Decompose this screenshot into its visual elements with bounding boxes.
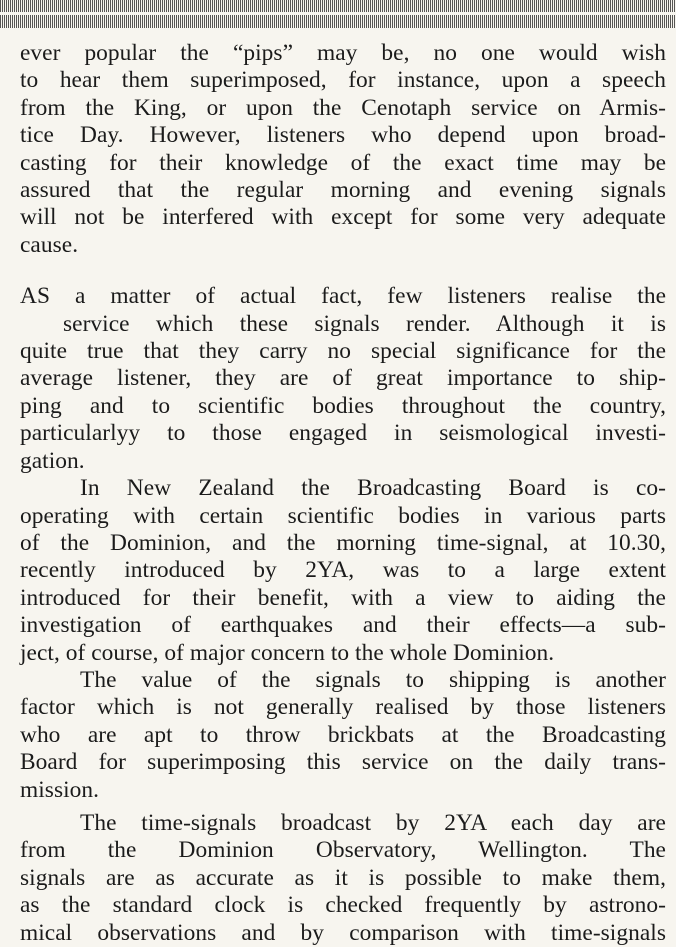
text-line: will not be interfered with except for some very adequate: [20, 204, 666, 231]
text-line: of the Dominion, and the morning time-signal, at 10.30,: [20, 529, 666, 556]
text-line: recently introduced by 2YA, was to a large extent: [20, 557, 666, 584]
text-line: ping and to scientific bodies throughout the country,: [20, 392, 666, 419]
text-line: operating with certain scientific bodies in various parts: [20, 502, 666, 529]
paragraph-5: [20, 810, 666, 947]
text-line: The time-signals broadcast by 2YA each day are: [80, 809, 666, 836]
text-line: gation.: [20, 447, 85, 474]
text-line: from the Dominion Observatory, Wellington. The: [20, 837, 666, 864]
text-line-dropcap: AS a matter of actual fact, few listeners realise the: [20, 283, 666, 310]
text-line: investigation of earthquakes and their effects—a sub-: [20, 612, 666, 639]
text-line: average listener, they are of great importance to ship-: [20, 365, 666, 392]
text-line: particularlyy to those engaged in seismological investi-: [20, 420, 666, 447]
text-line: introduced for their benefit, with a view to aiding the: [20, 584, 666, 611]
text-line: The value of the signals to shipping is another: [80, 666, 666, 693]
text-line: who are apt to throw brickbats at the Broadcasting: [20, 721, 666, 748]
text-line: mical observations and by comparison with time-signals: [20, 919, 666, 946]
text-line: In New Zealand the Broadcasting Board is co-: [80, 475, 666, 502]
article-body: [20, 40, 666, 947]
text-line: cause.: [20, 231, 79, 258]
paragraph-2: [20, 283, 666, 475]
paragraph-3: [20, 475, 666, 667]
text-line: casting for their knowledge of the exact time may be: [20, 149, 666, 176]
text-line: service which these signals render. Although it is: [63, 310, 666, 337]
text-line: assured that the regular morning and evening signals: [20, 177, 666, 204]
text-line: from the King, or upon the Cenotaph service on Armis-: [20, 94, 666, 121]
text-line: factor which is not generally realised by those listeners: [20, 694, 666, 721]
section-break: [20, 259, 666, 283]
text-line: Board for superimposing this service on the daily trans-: [20, 749, 666, 776]
decorative-top-border: [0, 0, 676, 28]
paragraph-4: [20, 667, 666, 804]
text-line: ject, of course, of major concern to the whole Dominion.: [20, 639, 555, 666]
text-line: as the standard clock is checked frequently by astrono-: [20, 892, 666, 919]
text-line: mission.: [20, 776, 100, 803]
text-line: quite true that they carry no special significance for the: [20, 338, 666, 365]
text-line: tice Day. However, listeners who depend upon broad-: [20, 122, 666, 149]
text-line: ever popular the “pips” may be, no one would wish: [20, 40, 666, 66]
text-line: signals are as accurate as it is possible to make them,: [20, 864, 666, 891]
text-line: to hear them superimposed, for instance, upon a speech: [20, 67, 666, 94]
paragraph-1: [20, 40, 666, 259]
